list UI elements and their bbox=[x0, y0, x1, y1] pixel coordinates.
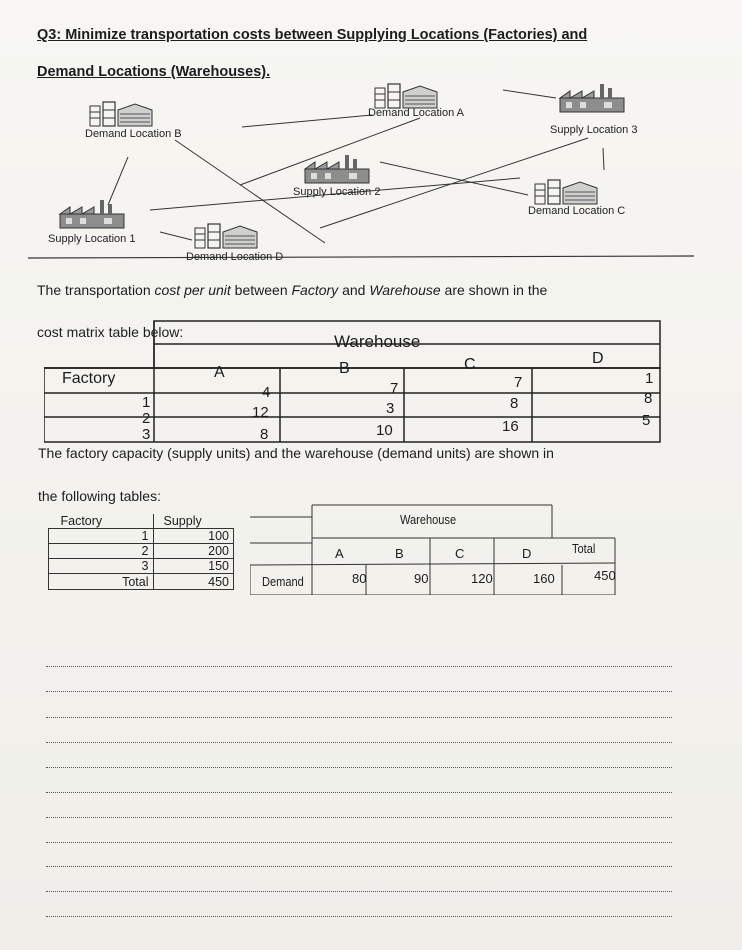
cost-matrix-col-c: C bbox=[464, 356, 476, 373]
demand-value-b: 90 bbox=[414, 571, 429, 586]
cost-2-a: 12 bbox=[252, 404, 269, 421]
question-title-line1: Q3: Minimize transportation costs between Supplying Locations (Factories) and bbox=[37, 27, 588, 43]
supply-row-1-factory: 1 bbox=[49, 529, 154, 544]
cost-1-a: 4 bbox=[262, 384, 271, 401]
demand-location-b-label: Demand Location B bbox=[85, 128, 182, 140]
cost-1-c: 7 bbox=[514, 374, 523, 391]
intro-paragraph-line2: cost matrix table below: bbox=[37, 324, 184, 340]
cost-3-c: 16 bbox=[502, 418, 519, 435]
demand-col-b: B bbox=[395, 546, 404, 561]
supply-row-3-factory: 3 bbox=[49, 559, 154, 574]
supply-table bbox=[48, 514, 234, 590]
demand-b-warehouse-icon bbox=[90, 102, 152, 126]
answer-line bbox=[46, 691, 672, 692]
demand-value-d: 160 bbox=[533, 571, 555, 586]
supply-3-factory-icon bbox=[560, 84, 624, 112]
demand-warehouse-header: Warehouse bbox=[400, 512, 457, 527]
answer-line bbox=[46, 891, 672, 892]
question-title-line2: Demand Locations (Warehouses). bbox=[37, 64, 271, 80]
route-line-s2-c bbox=[380, 162, 528, 195]
cost-1-b: 7 bbox=[390, 380, 399, 397]
answer-line bbox=[46, 742, 672, 743]
capacity-paragraph-line1: The factory capacity (supply units) and the warehouse (demand units) are shown in bbox=[38, 445, 554, 461]
demand-location-a-label: Demand Location A bbox=[368, 107, 465, 119]
demand-col-total: Total bbox=[572, 541, 596, 556]
supply-row-3-value: 150 bbox=[153, 559, 234, 574]
supply-table-header-row bbox=[49, 514, 234, 529]
intro-emph-cost: cost per unit bbox=[154, 282, 231, 298]
supply-row-1-value: 100 bbox=[153, 529, 234, 544]
intro-paragraph bbox=[37, 280, 547, 300]
route-line-a-s3 bbox=[503, 90, 556, 98]
cost-3-d: 5 bbox=[642, 412, 651, 429]
cost-3-a: 8 bbox=[260, 426, 269, 443]
demand-a-warehouse-icon bbox=[375, 84, 437, 108]
demand-col-a: A bbox=[335, 546, 344, 561]
supply-location-3-label: Supply Location 3 bbox=[550, 124, 638, 136]
demand-total-value: 450 bbox=[594, 568, 616, 583]
diagram-divider bbox=[28, 256, 694, 258]
intro-emph-factory: Factory bbox=[291, 282, 339, 298]
demand-row-label: Demand bbox=[262, 574, 304, 589]
cost-matrix-table bbox=[44, 320, 662, 444]
route-line-s3-c bbox=[603, 148, 604, 170]
intro-text-mid2: and bbox=[338, 282, 370, 298]
demand-table bbox=[250, 503, 620, 595]
demand-col-d: D bbox=[522, 546, 532, 561]
route-line-b-s1 bbox=[108, 157, 128, 205]
supply-total-label: Total bbox=[49, 574, 154, 590]
answer-line bbox=[46, 817, 672, 818]
cost-1-d: 1 bbox=[645, 370, 654, 387]
cost-matrix-warehouse-header: Warehouse bbox=[334, 332, 421, 351]
supply-row-2-value: 200 bbox=[153, 544, 234, 559]
demand-location-d-label: Demand Location D bbox=[186, 251, 284, 263]
answer-line bbox=[46, 842, 672, 843]
supply-header-factory: Factory bbox=[49, 514, 154, 529]
answer-line bbox=[46, 767, 672, 768]
demand-value-a: 80 bbox=[352, 571, 367, 586]
capacity-paragraph-line2: the following tables: bbox=[38, 488, 161, 504]
cost-2-c: 8 bbox=[510, 395, 519, 412]
cost-matrix-col-b: B bbox=[339, 360, 350, 377]
route-line-b-a bbox=[242, 115, 372, 127]
intro-text-pre: The transportation bbox=[37, 282, 155, 298]
cost-matrix-col-d: D bbox=[592, 350, 604, 367]
supply-total-row bbox=[49, 574, 234, 590]
cost-matrix-factory-header: Factory bbox=[62, 370, 116, 387]
intro-text-mid1: between bbox=[230, 282, 292, 298]
intro-emph-warehouse: Warehouse bbox=[369, 282, 441, 298]
supply-1-factory-icon bbox=[60, 200, 124, 228]
supply-2-factory-icon bbox=[305, 155, 369, 183]
supply-location-2-label: Supply Location 2 bbox=[293, 186, 381, 198]
supply-row-2-factory: 2 bbox=[49, 544, 154, 559]
demand-c-warehouse-icon bbox=[535, 180, 597, 204]
supply-header-supply: Supply bbox=[153, 514, 234, 529]
cost-2-b: 3 bbox=[386, 400, 395, 417]
demand-col-c: C bbox=[455, 546, 465, 561]
cost-2-d: 8 bbox=[644, 390, 653, 407]
supply-location-1-label: Supply Location 1 bbox=[48, 233, 136, 245]
intro-text-post: are shown in the bbox=[440, 282, 548, 298]
answer-line bbox=[46, 866, 672, 867]
cost-matrix-col-a: A bbox=[214, 364, 225, 381]
supply-row bbox=[49, 544, 234, 559]
route-line-s1-d bbox=[160, 232, 192, 240]
demand-value-c: 120 bbox=[471, 571, 493, 586]
cost-3-b: 10 bbox=[376, 422, 393, 439]
answer-line bbox=[46, 666, 672, 667]
demand-d-warehouse-icon bbox=[195, 224, 257, 248]
supply-row bbox=[49, 559, 234, 574]
answer-line bbox=[46, 717, 672, 718]
cost-row-3-factory: 3 bbox=[142, 426, 151, 443]
cost-row-2-factory: 2 bbox=[142, 410, 151, 427]
demand-location-c-label: Demand Location C bbox=[528, 205, 626, 217]
answer-line bbox=[46, 792, 672, 793]
answer-line bbox=[46, 916, 672, 917]
cost-row-1-factory: 1 bbox=[142, 394, 151, 411]
supply-total-value: 450 bbox=[153, 574, 234, 590]
supply-row bbox=[49, 529, 234, 544]
